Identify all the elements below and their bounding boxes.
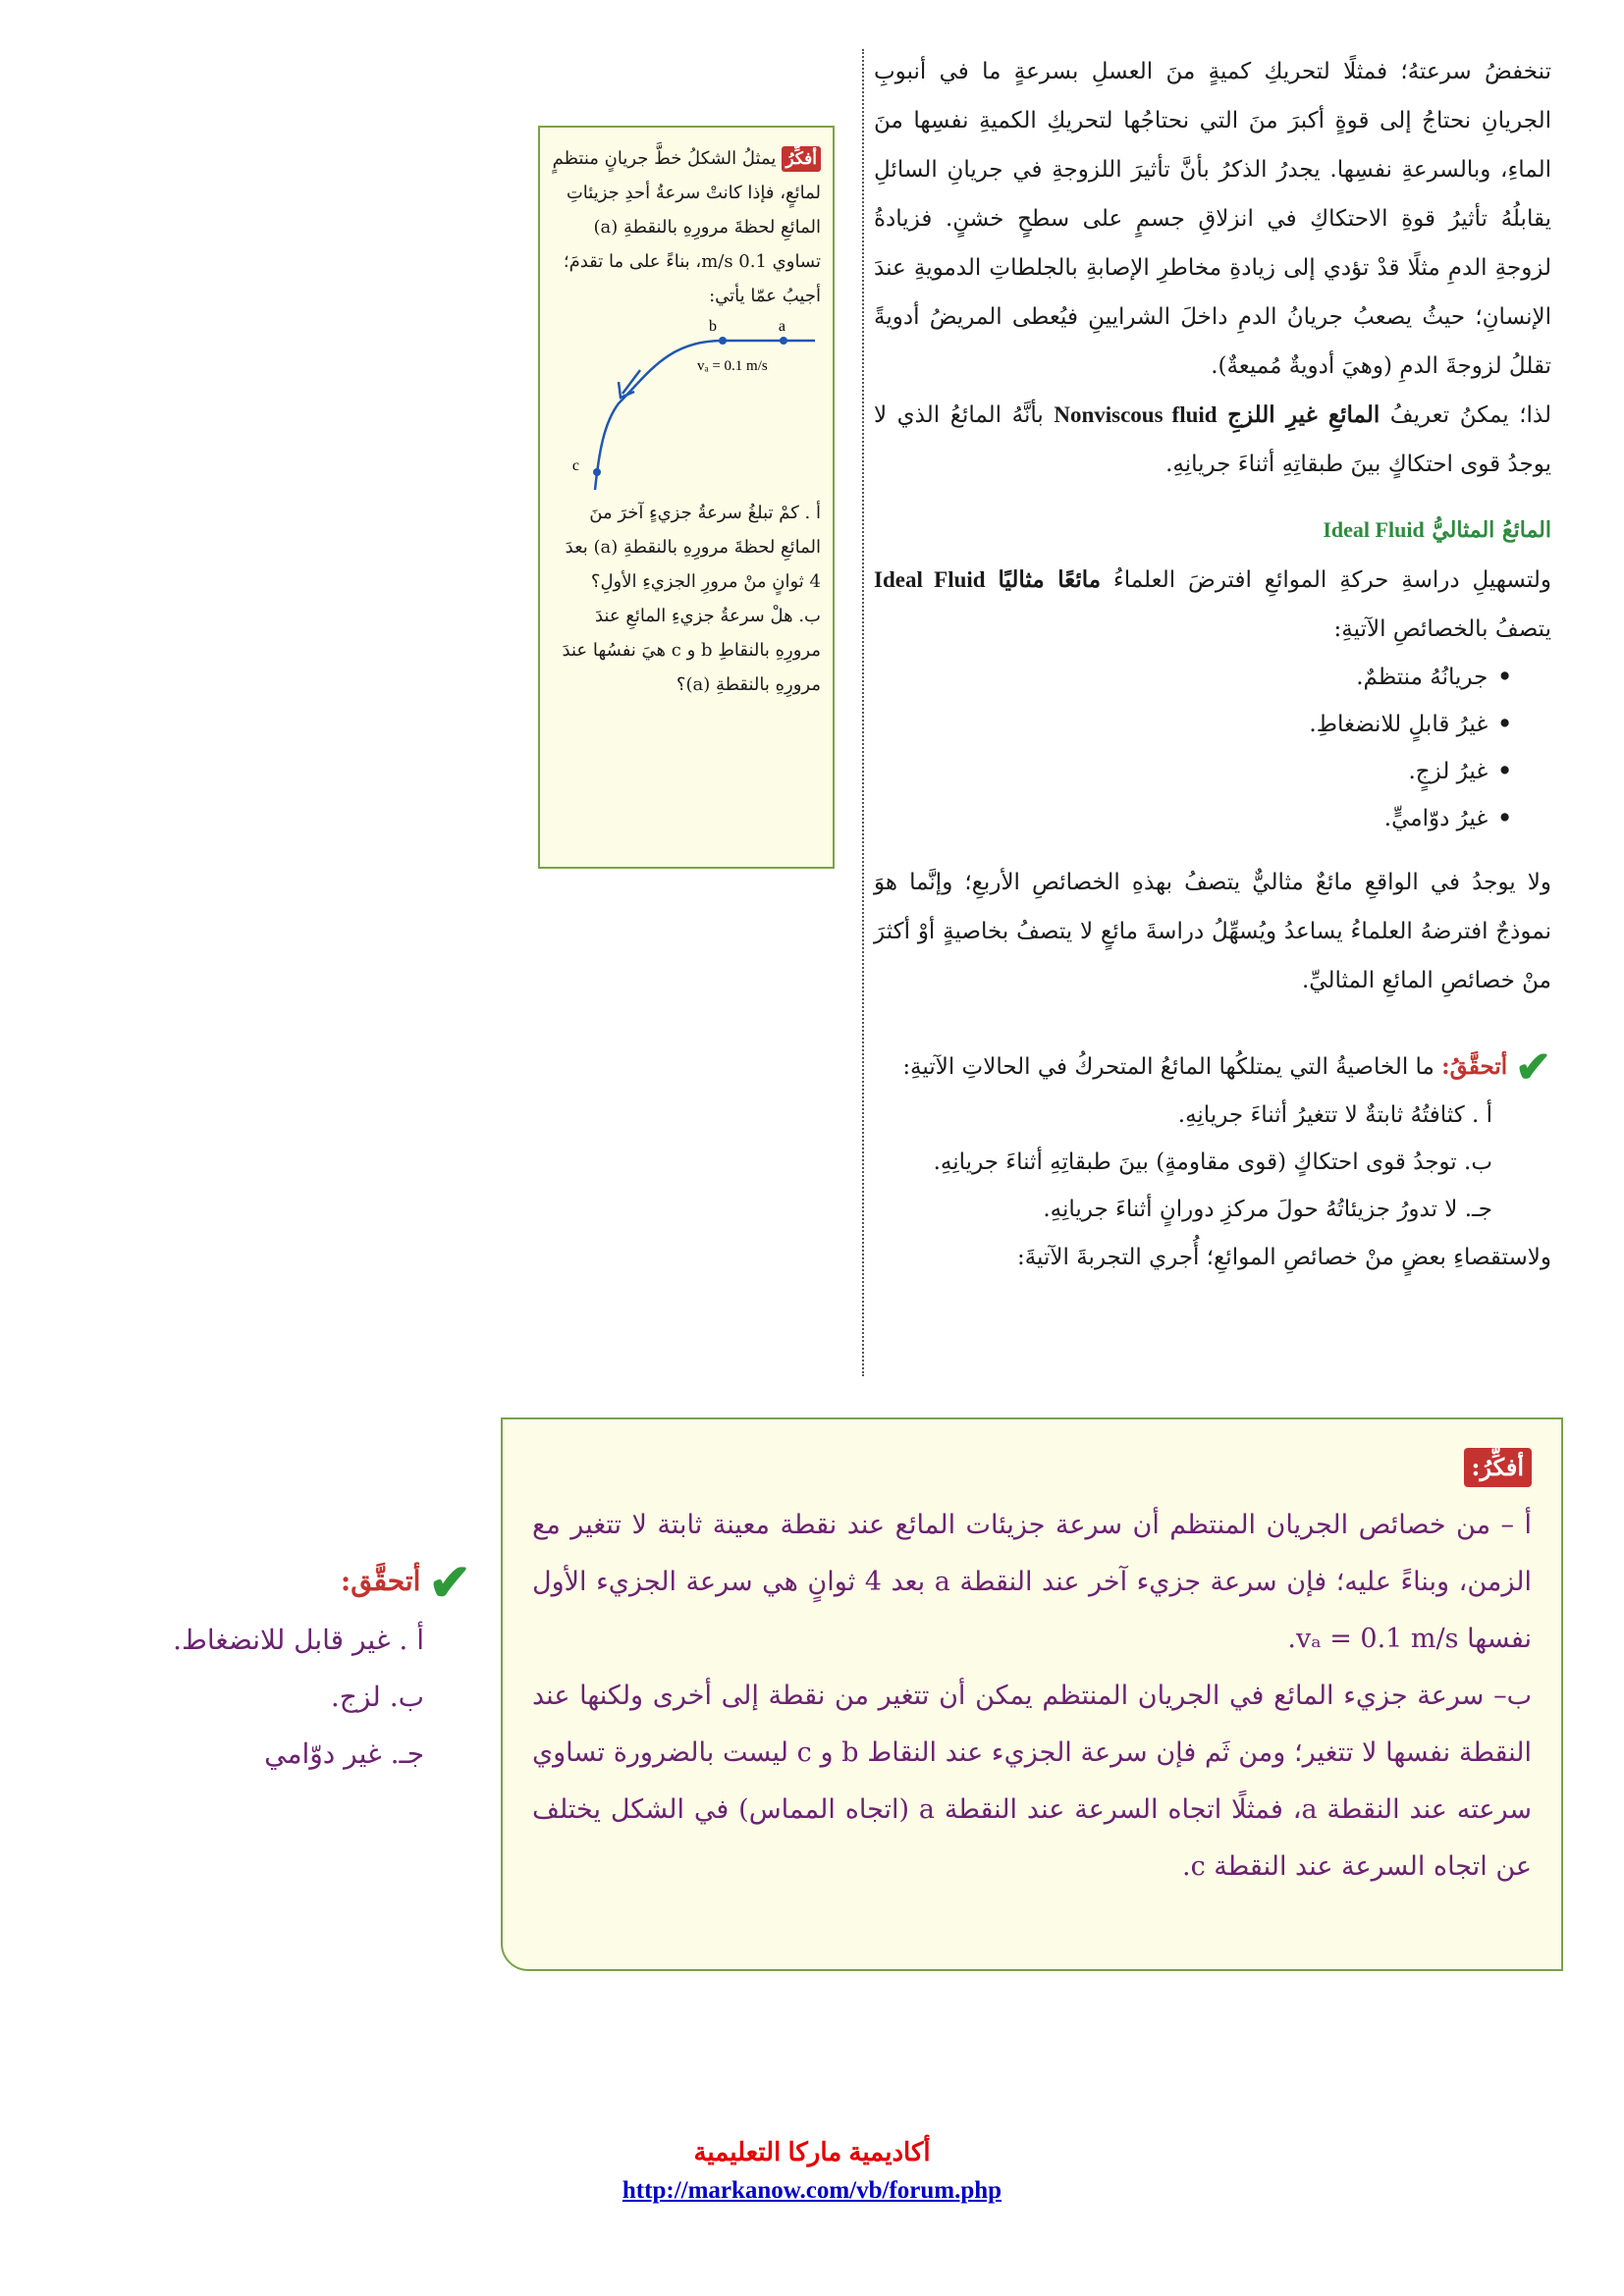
point-c-label: c	[571, 457, 579, 474]
forum-link[interactable]: http://markanow.com/vb/forum.php	[622, 2177, 1002, 2204]
ideal-fluid-term-en: Ideal Fluid	[874, 567, 986, 592]
nonviscous-term-en: Nonviscous fluid	[1054, 402, 1218, 427]
answer-tag: أفكِّرُ:	[1464, 1448, 1533, 1487]
list-item: • غيرُ دوّاميٍّ.	[874, 795, 1512, 842]
academy-name: أكاديمية ماركا التعليمية	[693, 2137, 931, 2166]
list-item: جـ. لا تدورُ جزيئاتُهُ حولَ مركزِ دورانٍ أثناءَ جريانِهِ.	[1043, 1197, 1492, 1222]
think-sidebar-box	[538, 126, 835, 869]
page-footer	[0, 2132, 1624, 2211]
nonviscous-definition-intro: لذا؛ يمكنُ تعريفُ	[1380, 402, 1551, 428]
check-answers-title-row	[147, 1553, 471, 1612]
point-a-marker	[780, 337, 787, 345]
point-a-label: a	[778, 318, 785, 335]
ideal-fluid-note: ولا يوجدُ في الواقعِ مائعٌ مثاليٌّ يتصفُ بهذهِ الخصائصِ الأربعِ؛ وإنَّما هوَ نموذجٌ افترضهُ العلماءُ يساعدُ ويُسهِّلُ دراسةَ مائعٍ لا يتصفُ بخاصيةٍ أوْ أكثرَ منْ خصائصِ المائعِ المثاليِّ.	[874, 870, 1551, 993]
point-b-label: b	[709, 318, 717, 335]
list-item: أ . غير قابل للانضغاط.	[173, 1623, 424, 1656]
point-c-marker	[593, 468, 601, 476]
experiment-intro: ولاستقصاءِ بعضٍ منْ خصائصِ الموائعِ؛ أُجري التجربةَ الآتيةَ:	[1016, 1245, 1551, 1270]
ideal-fluid-intro-rest: يتصفُ بالخصائصِ الآتيةِ:	[1333, 616, 1551, 642]
main-text-column	[874, 47, 1551, 1282]
ideal-fluid-intro-text: ولتسهيلِ دراسةِ حركةِ الموائعِ افترضَ العلماءُ	[1101, 567, 1551, 593]
ideal-fluid-heading-en: Ideal Fluid	[1323, 517, 1425, 542]
list-item: ب. توجدُ قوى احتكاكٍ (قوى مقاومةٍ) بينَ طبقاتِهِ أثناءَ جريانِهِ.	[933, 1149, 1492, 1175]
checkmark-icon: ✔	[428, 1552, 471, 1613]
ideal-fluid-term: مائعًا مثاليًا	[998, 566, 1102, 593]
think-question-a: أ . كمْ تبلغُ سرعةُ جزيءٍ آخرَ منَ المائعِ لحظةَ مرورِهِ بالنقطةِ (a) بعدَ 4 ثوانٍ منْ مرورِ الجزيءِ الأولِ؟	[565, 503, 821, 592]
ideal-fluid-heading	[874, 510, 1551, 550]
column-divider	[862, 49, 864, 1376]
check-items	[874, 1092, 1492, 1233]
ideal-fluid-intro	[874, 556, 1551, 654]
check-title: أتحقَّقُ:	[1441, 1053, 1508, 1080]
think-answer-box	[501, 1417, 1563, 1971]
think-tag: أفكِّرُ	[782, 146, 821, 172]
check-question-block	[874, 1042, 1551, 1282]
nonviscous-definition-rest: بأنَّهُ المائعُ الذي لا يوجدُ قوى احتكاكٍ بينَ طبقاتِهِ أثناءَ جريانِهِ.	[874, 402, 1551, 477]
answer-b: ب– سرعة جزيء المائع في الجريان المنتظم يمكن أن تتغير من نقطة إلى أخرى ولكنها عند النقطة نفسها لا تتغير؛ ومن ثَم فإن سرعة الجزيء عند النقاط b و c ليست بالضرورة تساوي سرعته عند النقطة a، فمثلًا اتجاه السرعة عند النقطة a (اتجاه المماس) في الشكل يختلف عن اتجاه السرعة عند النقطة c.	[532, 1681, 1532, 1882]
viscosity-paragraph: تنخفضُ سرعتهُ؛ فمثلًا لتحريكِ كميةٍ منَ العسلِ بسرعةٍ ما في أنبوبِ الجريانِ نحتاجُ إلى قوةٍ أكبرَ منَ التي نحتاجُها لتحريكِ الكميةِ نفسِها منَ الماءِ، وبالسرعةِ نفسِها. يجدرُ الذكرُ بأنَّ تأثيرَ اللزوجةِ في جريانِ السائلِ يقابلُهُ تأثيرُ قوةِ الاحتكاكِ في انزلاقِ جسمٍ على سطحٍ خشنٍ. فزيادةُ لزوجةِ الدمِ مثلًا قدْ تؤدي إلى زيادةِ مخاطرِ الإصابةِ بالجلطاتِ الدمويةِ عندَ الإنسانِ؛ حيثُ يصعبُ جريانُ الدمِ داخلَ الشرايينِ فيُعطى المريضُ أدويةً تقللُ لزوجةَ الدمِ (وهيَ أدويةٌ مُميعةٌ).	[874, 59, 1551, 379]
point-b-marker	[719, 337, 727, 345]
ideal-fluid-heading-ar: المائعُ المثاليُّ	[1424, 517, 1551, 543]
streamline-diagram	[550, 315, 821, 492]
answer-a: أ – من خصائص الجريان المنتظم أن سرعة جزيئات المائع عند نقطة معينة ثابتة لا تتغير مع الزمن، وبناءً عليه؛ فإن سرعة جزيء آخر عند النقطة a بعد 4 ثوانٍ هي سرعة الجزيء الأول نفسها vₐ = 0.1 m/s.	[532, 1510, 1532, 1654]
list-item: • غيرُ قابلٍ للانضغاطِ.	[874, 701, 1512, 748]
check-question	[874, 1042, 1551, 1092]
check-answers	[147, 1553, 471, 1783]
checkmark-icon: ✔	[1515, 1042, 1551, 1093]
think-intro	[552, 141, 821, 313]
nonviscous-definition	[874, 391, 1551, 489]
list-item: ب. لزج.	[330, 1680, 424, 1713]
ideal-fluid-features-list	[874, 654, 1512, 842]
check-question-text: ما الخاصيةُ التي يمتلكُها المائعُ المتحركُ في الحالاتِ الآتيةِ:	[902, 1054, 1442, 1080]
check-answers-list	[147, 1612, 471, 1783]
velocity-label: vₐ = 0.1 m/s	[697, 358, 768, 374]
list-item: أ . كثافتُهُ ثابتةٌ لا تتغيرُ أثناءَ جريانِهِ.	[1177, 1102, 1492, 1128]
list-item: • جريانُهُ منتظمٌ.	[874, 654, 1512, 701]
list-item: جـ. غير دوّامي	[264, 1736, 424, 1770]
think-intro-text: يمثلُ الشكلُ خطَّ جريانٍ منتظمٍ لمائعٍ، فإذا كانتْ سرعةُ أحدِ جزيئاتِ المائعِ لحظةَ مرورِهِ بالنقطةِ (a) تساوي 0.1 m/s، بناءً على ما تقدمَ؛ أجيبُ عمّا يأتي:	[552, 148, 821, 306]
think-question-b: ب. هلْ سرعةُ جزيءِ المائعِ عندَ مرورِهِ بالنقاطِ b و c هيَ نفسُها عندَ مرورِهِ بالنقطةِ (a)؟	[562, 606, 821, 695]
check-answers-title: أتحقَّق:	[340, 1565, 421, 1597]
list-item: • غيرُ لزجٍ.	[874, 748, 1512, 795]
nonviscous-term: المائعِ غيرِ اللزجِ	[1227, 401, 1380, 428]
